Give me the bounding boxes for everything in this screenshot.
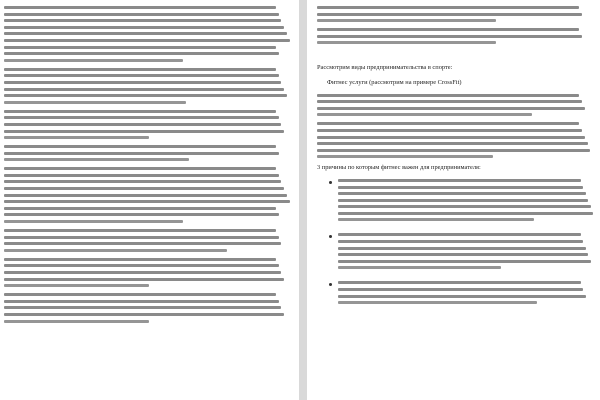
- text-line: [4, 167, 276, 170]
- text-line: [4, 130, 284, 133]
- body-paragraph: [317, 6, 596, 22]
- text-line: [317, 41, 496, 44]
- text-line: [4, 207, 276, 210]
- text-line: [4, 284, 149, 287]
- document-page-right: [307, 0, 600, 400]
- text-line: [338, 247, 586, 250]
- text-line: [4, 293, 276, 296]
- text-line: [4, 258, 276, 261]
- text-line: [338, 240, 583, 243]
- text-line: [4, 88, 284, 91]
- text-line: [317, 6, 579, 9]
- text-line: [317, 122, 579, 125]
- fitness-subheading: Фитнес услуги (рассмотрим на примере CrossFit): [327, 78, 462, 86]
- list-intro: 3 причины по которым фитнес важен для предпринимателя:: [317, 164, 481, 172]
- section-heading: Рассмотрим виды предпринимательства в спорте:: [317, 64, 453, 72]
- text-line: [338, 260, 591, 263]
- text-line: [4, 81, 281, 84]
- body-paragraph: [317, 122, 596, 158]
- body-paragraph: [317, 94, 596, 117]
- text-line: [4, 242, 281, 245]
- body-paragraph: [4, 258, 293, 287]
- text-line: [4, 271, 281, 274]
- bullet-text: [338, 281, 596, 304]
- text-line: [338, 266, 501, 269]
- text-line: [4, 213, 279, 216]
- text-line: [338, 295, 586, 298]
- text-line: [4, 264, 279, 267]
- bullet-text: [338, 233, 596, 269]
- text-line: [4, 13, 279, 16]
- text-line: [317, 13, 582, 16]
- text-line: [4, 152, 279, 155]
- bullet-item: [317, 179, 596, 228]
- text-line: [4, 19, 281, 22]
- text-line: [4, 320, 149, 323]
- text-line: [4, 194, 287, 197]
- text-line: [338, 212, 593, 215]
- text-line: [4, 116, 279, 119]
- text-line: [4, 136, 149, 139]
- text-line: [317, 107, 585, 110]
- text-line: [338, 253, 588, 256]
- text-line: [338, 281, 581, 284]
- text-line: [4, 220, 183, 223]
- text-line: [4, 313, 284, 316]
- body-paragraph: [4, 293, 293, 322]
- text-line: [4, 306, 281, 309]
- bullet-item: [317, 233, 596, 275]
- text-line: [338, 288, 583, 291]
- text-line: [4, 101, 186, 104]
- text-line: [4, 46, 276, 49]
- text-line: [4, 52, 279, 55]
- text-line: [4, 158, 189, 161]
- text-line: [338, 233, 581, 236]
- text-line: [317, 155, 493, 158]
- text-line: [4, 94, 287, 97]
- text-line: [4, 110, 276, 113]
- body-paragraph: [317, 28, 596, 44]
- text-line: [338, 179, 581, 182]
- text-line: [4, 278, 284, 281]
- text-line: [338, 301, 537, 304]
- text-line: [317, 129, 582, 132]
- text-line: [338, 218, 534, 221]
- text-line: [4, 6, 276, 9]
- bullet-icon: [329, 283, 332, 286]
- body-paragraph: [4, 145, 293, 161]
- text-line: [4, 187, 284, 190]
- text-line: [4, 200, 290, 203]
- text-line: [317, 142, 588, 145]
- text-line: [4, 180, 281, 183]
- text-line: [4, 145, 276, 148]
- text-line: [4, 39, 290, 42]
- text-line: [317, 136, 585, 139]
- text-line: [4, 229, 276, 232]
- text-line: [317, 149, 590, 152]
- text-line: [4, 174, 279, 177]
- text-line: [4, 123, 281, 126]
- body-paragraph: [4, 229, 293, 252]
- body-paragraph: [4, 167, 293, 223]
- bullet-icon: [329, 181, 332, 184]
- text-line: [317, 19, 496, 22]
- bullet-item: [317, 281, 596, 310]
- text-line: [317, 28, 579, 31]
- body-paragraph: [4, 68, 293, 104]
- text-line: [338, 186, 583, 189]
- text-line: [317, 94, 579, 97]
- text-line: [317, 113, 532, 116]
- text-line: [4, 300, 279, 303]
- text-line: [4, 249, 227, 252]
- bullet-icon: [329, 235, 332, 238]
- bullet-text: [338, 179, 596, 222]
- body-paragraph: [4, 6, 293, 62]
- text-line: [4, 32, 287, 35]
- body-paragraph: [4, 110, 293, 139]
- text-line: [317, 35, 582, 38]
- document-page-left: [0, 0, 299, 400]
- text-line: [4, 68, 276, 71]
- text-line: [338, 192, 586, 195]
- text-line: [4, 59, 183, 62]
- text-line: [4, 74, 279, 77]
- text-line: [317, 100, 582, 103]
- text-line: [4, 236, 279, 239]
- text-line: [338, 205, 591, 208]
- text-line: [338, 199, 588, 202]
- text-line: [4, 26, 284, 29]
